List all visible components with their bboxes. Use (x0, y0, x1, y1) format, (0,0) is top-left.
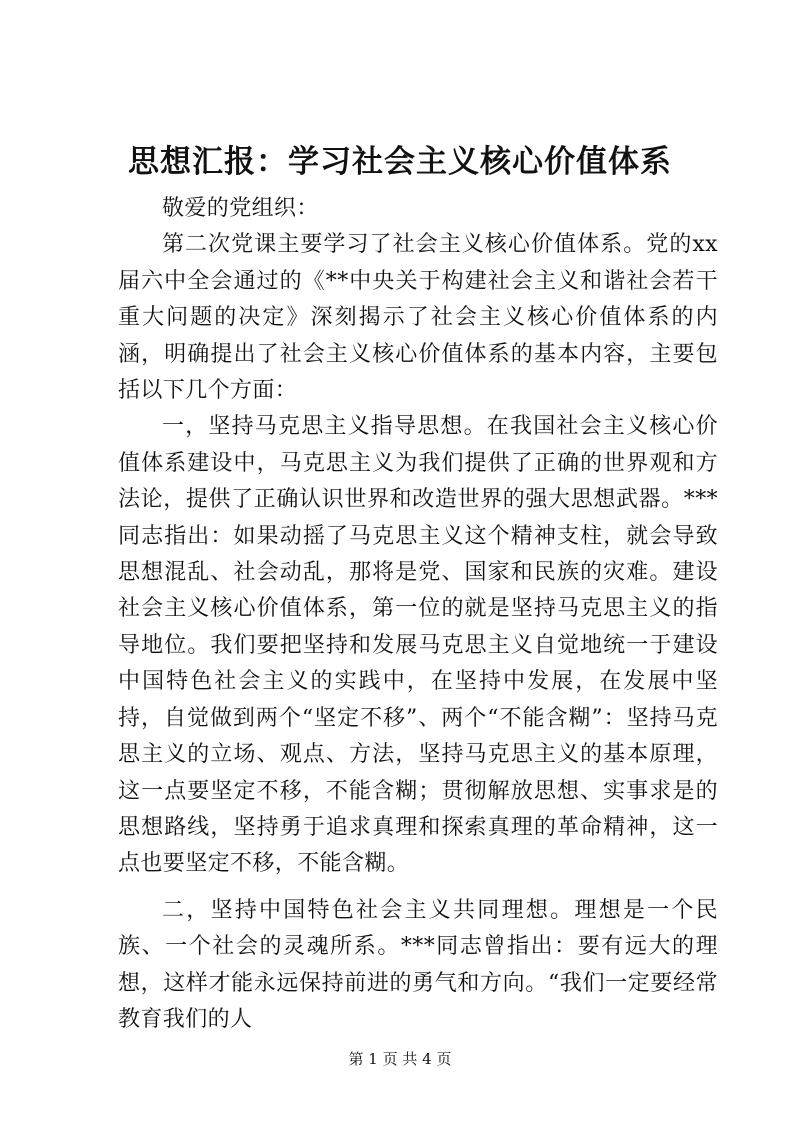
paragraph: 二，坚持中国特色社会主义共同理想。理想是一个民族、一个社会的灵魂所系。***同志曾指出：要有远大的理想，这样才能永远保持前进的勇气和方向。“我们一定要经常教育我们的人 (118, 897, 718, 1032)
salutation: 敬爱的党组织： (162, 196, 319, 221)
page-number-footer: 第 1 页 共 4 页 (348, 1050, 452, 1068)
paragraph: 第二次党课主要学习了社会主义核心价值体系。党的xx届六中全会通过的《**中央关于构建社会主义和谐社会若干重大问题的决定》深刻揭示了社会主义核心价值体系的内涵，明确提出了社会主义核心价值体系的基本内容，主要包括以下几个方面： (118, 232, 718, 404)
document-body (118, 191, 718, 1038)
paragraph: 一，坚持马克思主义指导思想。在我国社会主义核心价值体系建设中，马克思主义为我们提供了正确的世界观和方法论，提供了正确认识世界和改造世界的强大思想武器。***同志指出：如果动摇了马克思主义这个精神支柱，就会导致思想混乱、社会动乱，那将是党、国家和民族的灾难。建设社会主义核心价值体系，第一位的就是坚持马克思主义的指导地位。我们要把坚持和发展马克思主义自觉地统一于建设中国特色社会主义的实践中，在坚持中发展，在发展中坚持，自觉做到两个“坚定不移”、两个“不能含糊”：坚持马克思主义的立场、观点、方法，坚持马克思主义的基本原理，这一点要坚定不移，不能含糊；贯彻解放思想、实事求是的思想路线，坚持勇于追求真理和探索真理的革命精神，这一点也要坚定不移，不能含糊。 (118, 414, 718, 877)
page-title: 思想汇报：学习社会主义核心价值体系 (128, 144, 672, 180)
